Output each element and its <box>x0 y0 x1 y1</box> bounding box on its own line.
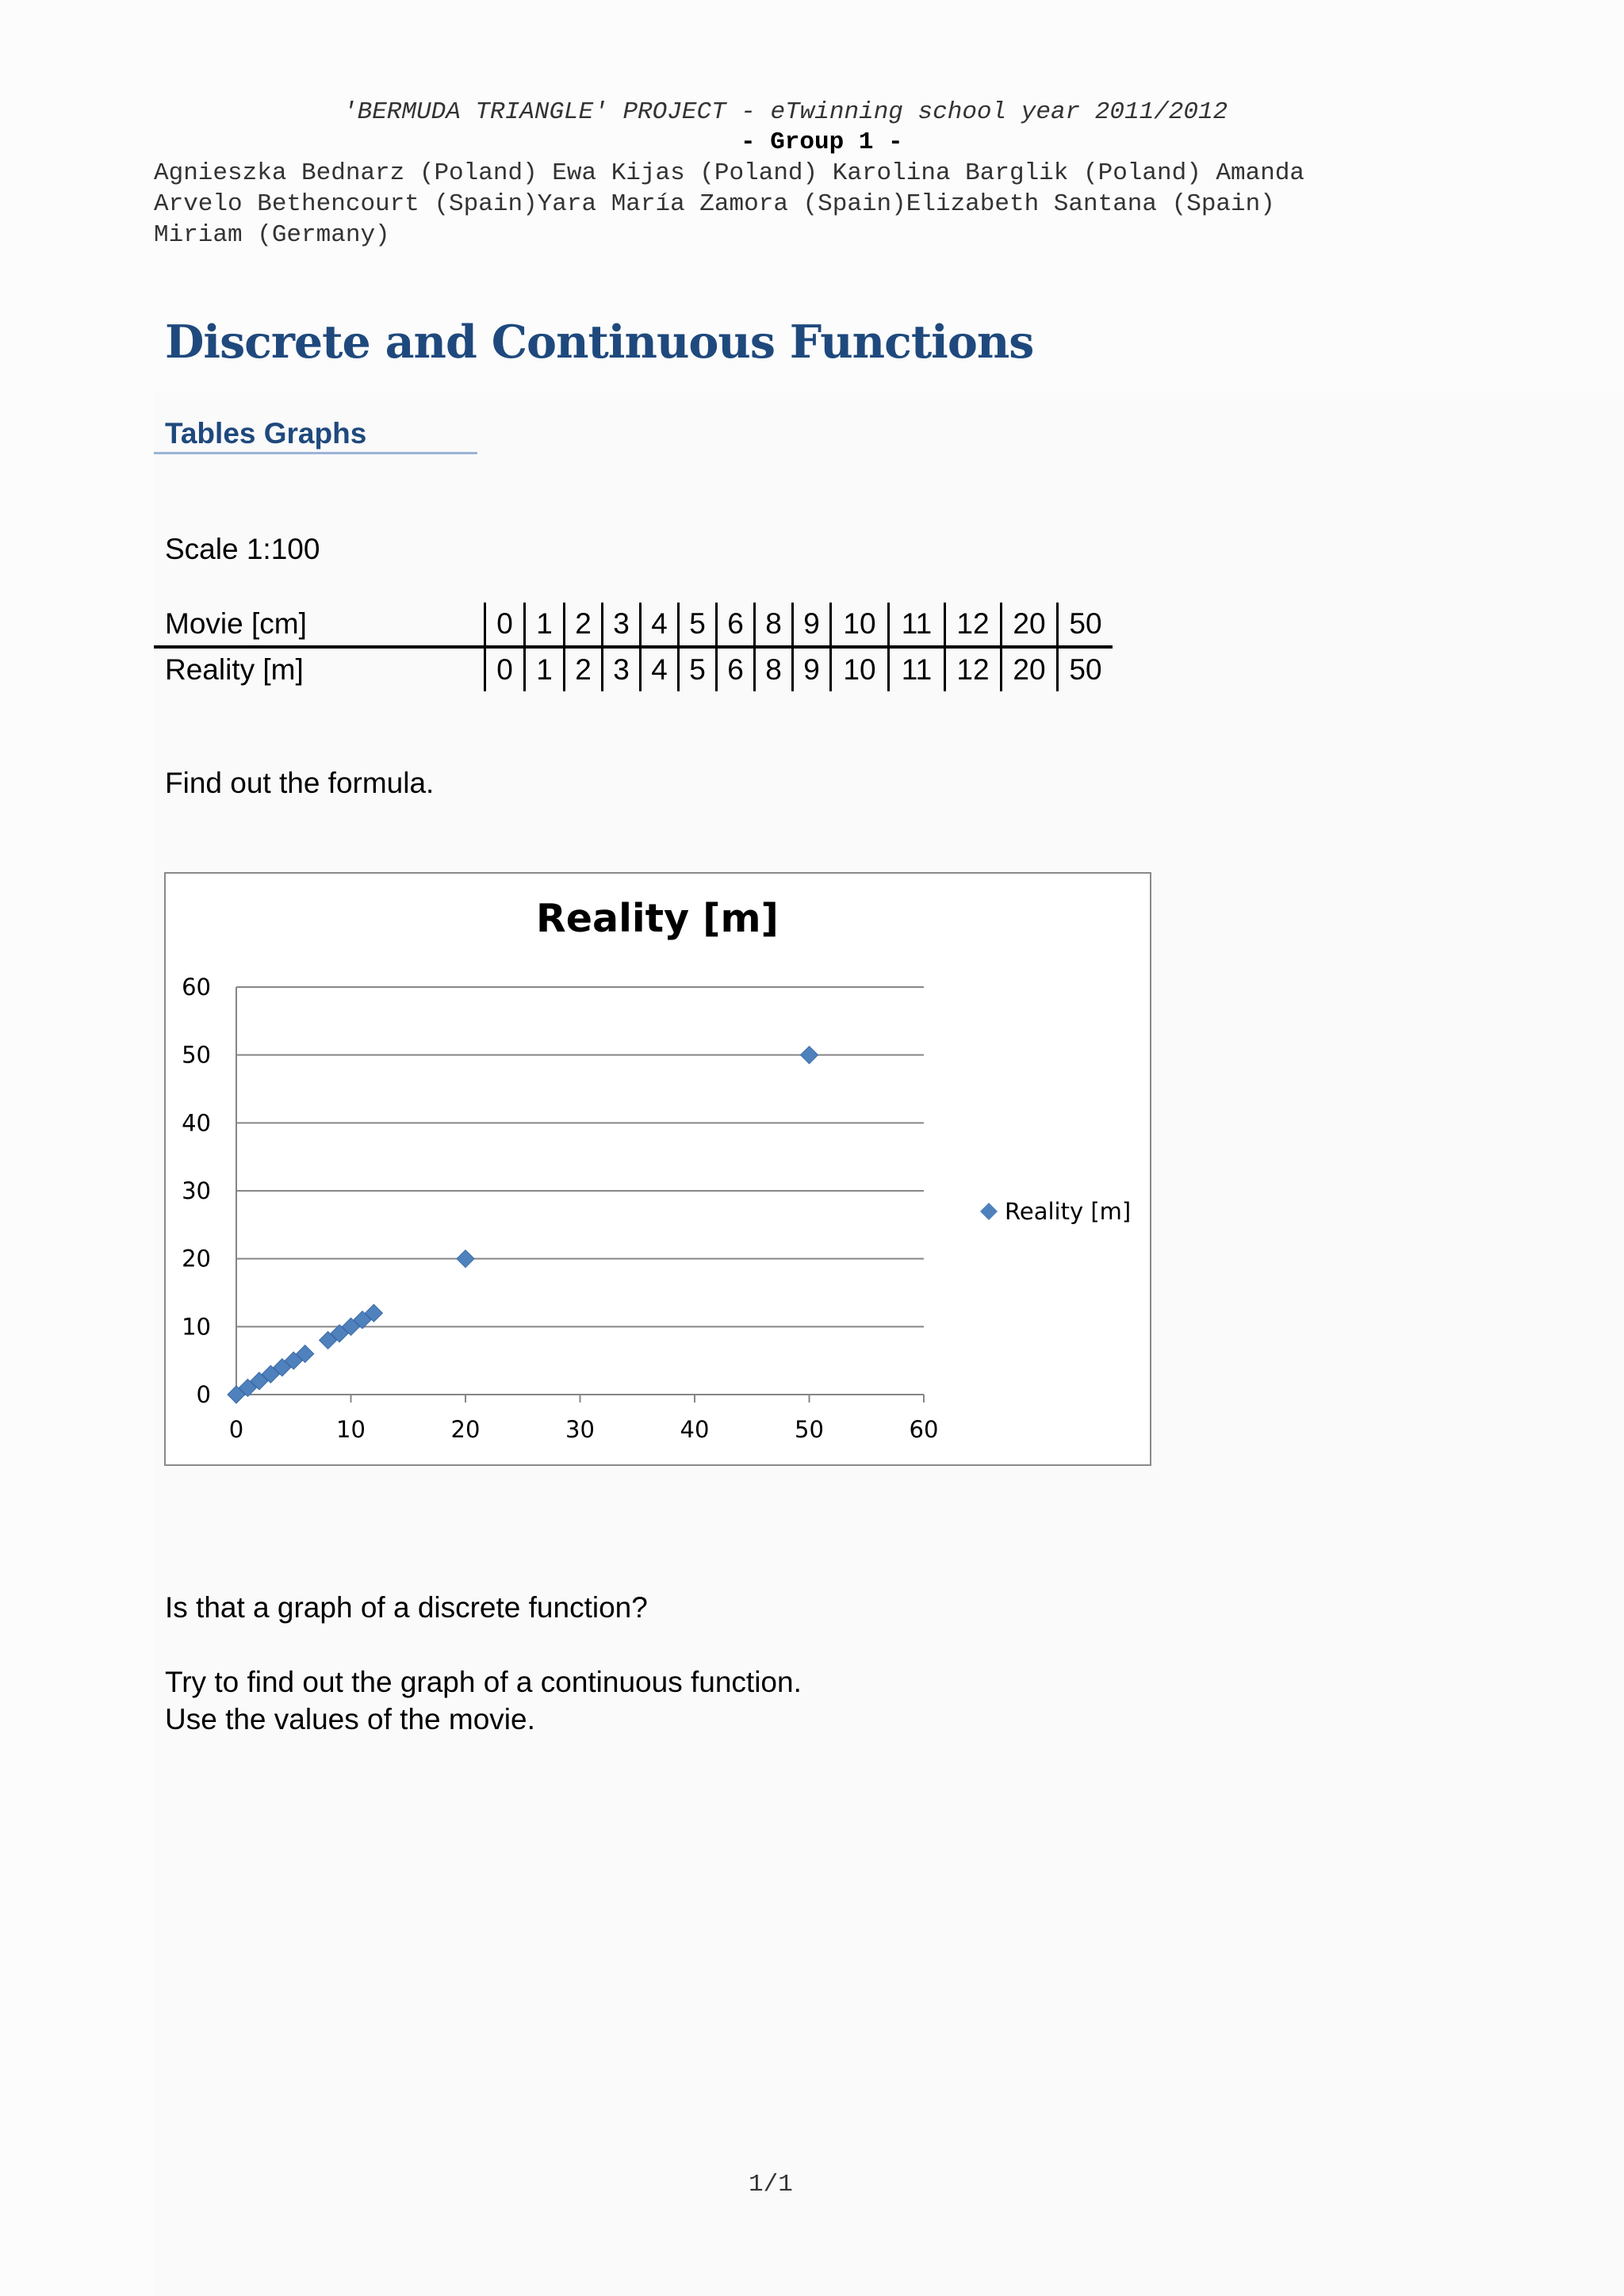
y-tick-label: 30 <box>182 1177 211 1204</box>
task-text: Try to find out the graph of a continuous function. <box>165 1666 802 1698</box>
scale-text: Scale 1:100 <box>165 533 320 565</box>
y-tick-label: 60 <box>182 974 211 1001</box>
table-cell: 10 <box>831 647 889 691</box>
table-cell: 3 <box>603 603 641 647</box>
find-formula-text: Find out the formula. <box>165 767 435 799</box>
table-cell: 6 <box>717 647 755 691</box>
table-cell: 20 <box>1002 603 1058 647</box>
table-cell: 1 <box>525 603 565 647</box>
row-label: Movie [cm] <box>154 603 485 647</box>
table-cell: 3 <box>603 647 641 691</box>
table-cell: 9 <box>793 647 831 691</box>
table-cell: 5 <box>679 647 717 691</box>
value-table <box>154 603 1113 691</box>
x-tick-label: 30 <box>565 1416 595 1443</box>
task-text: Use the values of the movie. <box>165 1703 535 1735</box>
group-header: - Group 1 - <box>741 128 903 156</box>
table-cell: 12 <box>945 647 1002 691</box>
table-cell: 11 <box>889 603 945 647</box>
chart-area <box>164 872 1151 1466</box>
table-cell: 11 <box>889 647 945 691</box>
table-cell: 10 <box>831 603 889 647</box>
y-tick-label: 50 <box>182 1041 211 1069</box>
y-tick-label: 10 <box>182 1313 211 1341</box>
heading-underline <box>154 452 477 454</box>
table-cell: 2 <box>565 647 603 691</box>
table-cell: 4 <box>641 603 679 647</box>
x-tick-label: 60 <box>909 1416 939 1443</box>
chart-title: Reality [m] <box>536 896 779 941</box>
table-cell: 0 <box>485 647 525 691</box>
data-point <box>801 1047 818 1064</box>
table-cell: 9 <box>793 603 831 647</box>
table-cell: 12 <box>945 603 1002 647</box>
table-cell: 5 <box>679 603 717 647</box>
table-cell: 6 <box>717 603 755 647</box>
section-heading: Tables Graphs <box>165 417 367 450</box>
table-cell: 4 <box>641 647 679 691</box>
table-cell: 20 <box>1002 647 1058 691</box>
row-label: Reality [m] <box>165 653 304 686</box>
table-cell: 8 <box>755 603 793 647</box>
legend-label: Reality [m] <box>1005 1198 1132 1225</box>
table-cell: 2 <box>565 603 603 647</box>
question-text: Is that a graph of a discrete function? <box>165 1591 648 1624</box>
table-cell: 0 <box>485 603 525 647</box>
x-tick-label: 40 <box>680 1416 710 1443</box>
y-tick-label: 20 <box>182 1245 211 1272</box>
page-title: Discrete and Continuous Functions <box>165 316 1034 369</box>
table-row <box>154 603 1113 647</box>
x-tick-label: 20 <box>450 1416 481 1443</box>
table-row <box>154 647 1113 691</box>
x-tick-label: 0 <box>228 1416 244 1443</box>
page-number: 1/1 <box>749 2171 793 2198</box>
table-cell: 50 <box>1058 603 1113 647</box>
y-tick-label: 40 <box>182 1109 211 1137</box>
scatter-chart <box>166 874 1150 1464</box>
authors-line: Arvelo Bethencourt (Spain)Yara María Zamora (Spain)Elizabeth Santana (Spain) <box>154 190 1275 218</box>
authors-line: Miriam (Germany) <box>154 221 390 249</box>
table-cell: 8 <box>755 647 793 691</box>
data-point <box>457 1250 474 1268</box>
x-tick-label: 50 <box>795 1416 824 1443</box>
table-cell: 50 <box>1058 647 1113 691</box>
authors-line: Agnieszka Bednarz (Poland) Ewa Kijas (Poland) Karolina Barglik (Poland) Amanda <box>154 159 1305 187</box>
project-header: 'BERMUDA TRIANGLE' PROJECT - eTwinning school year 2011/2012 <box>343 98 1228 126</box>
x-tick-label: 10 <box>336 1416 366 1443</box>
legend-marker-icon <box>980 1203 998 1220</box>
y-tick-label: 0 <box>196 1381 211 1408</box>
table-cell: 1 <box>525 647 565 691</box>
